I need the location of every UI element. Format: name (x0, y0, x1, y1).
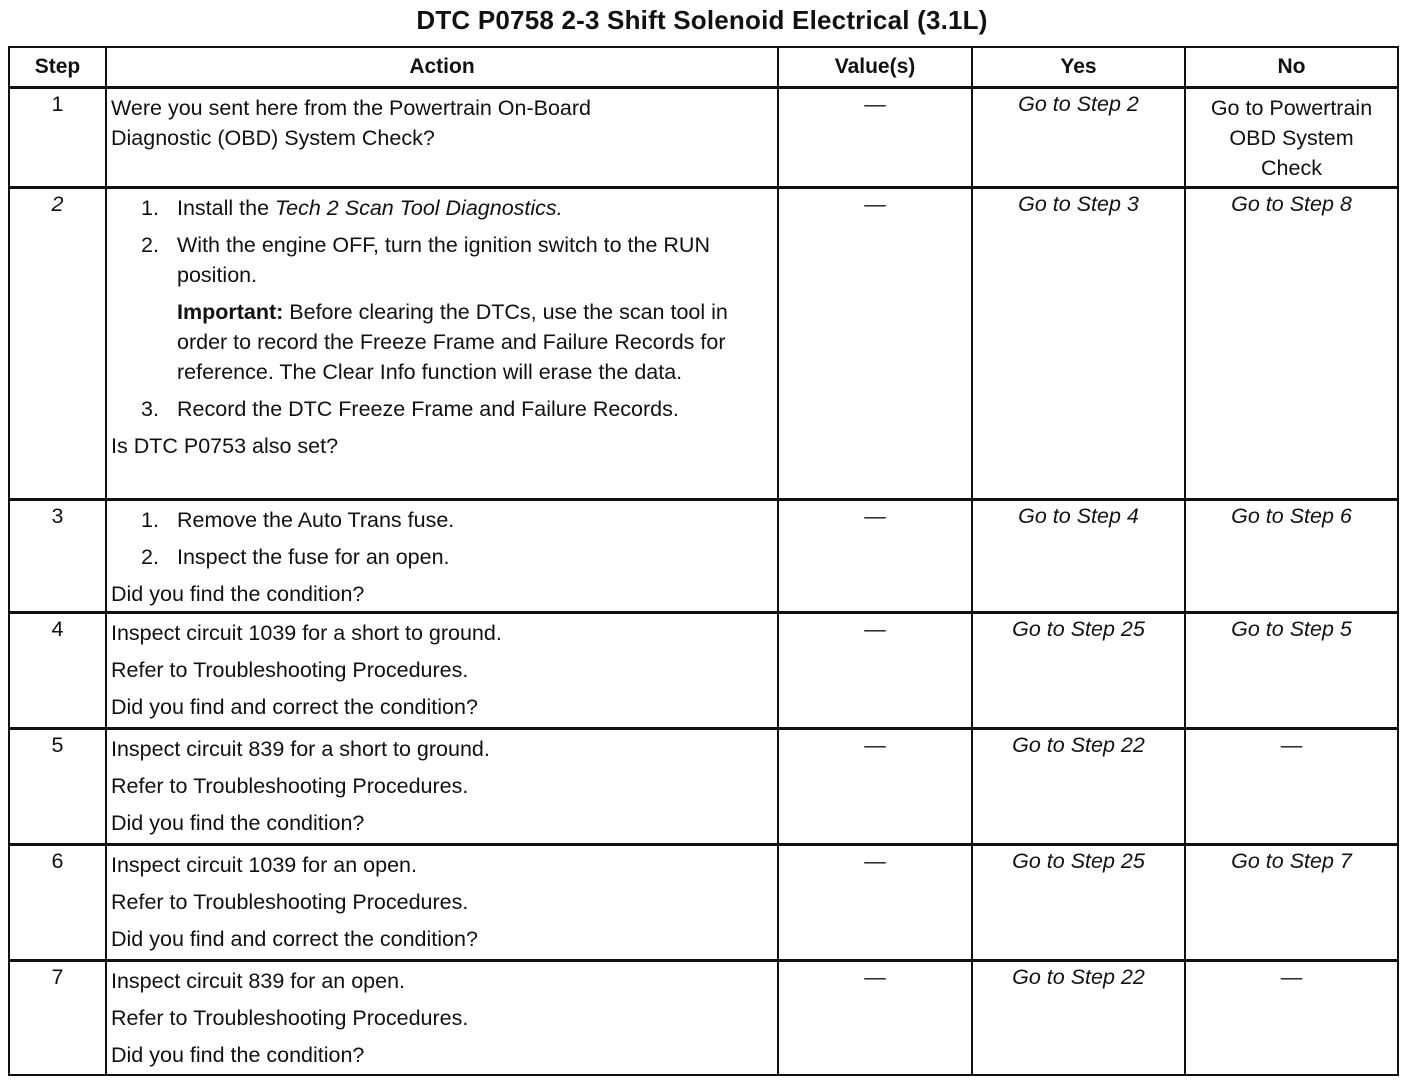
no-cell: — (1185, 961, 1398, 1075)
step-number: 5 (9, 729, 106, 845)
table-row-step-3 (9, 500, 1398, 613)
step-number: 3 (9, 500, 106, 613)
action-question: Did you find the condition? (111, 1043, 365, 1067)
action-line: Diagnostic (OBD) System Check? (111, 126, 435, 150)
action-line: Refer to Troubleshooting Procedures. (111, 1006, 469, 1030)
action-cell (106, 88, 778, 188)
no-cell: — (1185, 729, 1398, 845)
value-cell: — (778, 729, 972, 845)
value-cell: — (778, 613, 972, 729)
list-item-number: 2. (141, 233, 159, 257)
no-line: Go to Powertrain (1210, 96, 1373, 120)
table-row-step-5 (9, 729, 1398, 845)
step-number: 2 (9, 188, 106, 500)
action-line: Refer to Troubleshooting Procedures. (111, 774, 469, 798)
important-label: Important: (177, 300, 284, 324)
value-cell: — (778, 500, 972, 613)
no-line: OBD System (1229, 126, 1354, 150)
action-question: Did you find and correct the condition? (111, 695, 478, 719)
step-number: 6 (9, 845, 106, 961)
yes-cell: Go to Step 25 (972, 613, 1185, 729)
list-item-number: 1. (141, 196, 159, 220)
list-item-text: With the engine OFF, turn the ignition switch to the RUN position. (177, 233, 710, 287)
list-item-number: 2. (141, 545, 159, 569)
action-cell (106, 845, 778, 961)
action-line: Inspect circuit 839 for an open. (111, 969, 406, 993)
tool-name: Tech 2 Scan Tool Diagnostics. (275, 196, 563, 220)
action-cell (106, 961, 778, 1075)
value-cell: — (778, 961, 972, 1075)
yes-cell: Go to Step 4 (972, 500, 1185, 613)
table-row-step-6 (9, 845, 1398, 961)
important-text: Before clearing the DTCs, use the scan tool in order to record the Freeze Frame and Failure Records for reference. The Clear Info function will erase the data. (177, 300, 728, 384)
action-question: Did you find and correct the condition? (111, 927, 478, 951)
step-number: 7 (9, 961, 106, 1075)
action-cell (106, 613, 778, 729)
yes-cell: Go to Step 2 (972, 88, 1185, 188)
no-cell: Go to Step 8 (1185, 188, 1398, 500)
action-line: Inspect circuit 1039 for a short to ground. (111, 621, 502, 645)
yes-cell: Go to Step 22 (972, 961, 1185, 1075)
action-cell (106, 729, 778, 845)
value-cell: — (778, 845, 972, 961)
no-cell: Go to Step 6 (1185, 500, 1398, 613)
table-row-step-7 (9, 961, 1398, 1075)
important-note (177, 297, 769, 387)
list-item-number: 3. (141, 397, 159, 421)
action-line: Were you sent here from the Powertrain On-Board (111, 96, 591, 120)
list-item (141, 505, 769, 535)
action-line: Refer to Troubleshooting Procedures. (111, 890, 469, 914)
no-cell: Go to Step 5 (1185, 613, 1398, 729)
document-title: DTC P0758 2-3 Shift Solenoid Electrical (3.1L) (416, 5, 988, 35)
yes-cell: Go to Step 3 (972, 188, 1185, 500)
list-item-text: Inspect the fuse for an open. (177, 545, 450, 569)
table-row-step-2 (9, 188, 1398, 500)
action-line: Refer to Troubleshooting Procedures. (111, 658, 469, 682)
list-item-text-plain: Install the (177, 196, 275, 220)
list-item-text (177, 193, 769, 223)
no-cell: Go to Step 7 (1185, 845, 1398, 961)
table-header-row (9, 47, 1398, 88)
header-yes: Yes (972, 47, 1185, 88)
header-action: Action (106, 47, 778, 88)
list-item (141, 542, 769, 572)
yes-cell: Go to Step 25 (972, 845, 1185, 961)
action-question: Did you find the condition? (111, 811, 365, 835)
diagnostic-table (8, 46, 1399, 1076)
header-no: No (1185, 47, 1398, 88)
value-cell: — (778, 88, 972, 188)
step-number: 4 (9, 613, 106, 729)
list-item (141, 193, 769, 223)
no-cell (1185, 88, 1398, 188)
table-row-step-1 (9, 88, 1398, 188)
list-item-number: 1. (141, 508, 159, 532)
action-cell (106, 500, 778, 613)
list-item-text: Record the DTC Freeze Frame and Failure Records. (177, 397, 679, 421)
yes-cell: Go to Step 22 (972, 729, 1185, 845)
no-line: Check (1261, 156, 1322, 180)
list-item (141, 230, 769, 290)
header-step: Step (9, 47, 106, 88)
action-question: Did you find the condition? (111, 582, 365, 606)
list-item-text: Remove the Auto Trans fuse. (177, 508, 455, 532)
action-cell (106, 188, 778, 500)
list-item (141, 394, 769, 424)
value-cell: — (778, 188, 972, 500)
action-line: Inspect circuit 1039 for an open. (111, 853, 417, 877)
header-values: Value(s) (778, 47, 972, 88)
action-line: Inspect circuit 839 for a short to ground. (111, 737, 490, 761)
action-question: Is DTC P0753 also set? (111, 434, 339, 458)
table-row-step-4 (9, 613, 1398, 729)
step-number: 1 (9, 88, 106, 188)
